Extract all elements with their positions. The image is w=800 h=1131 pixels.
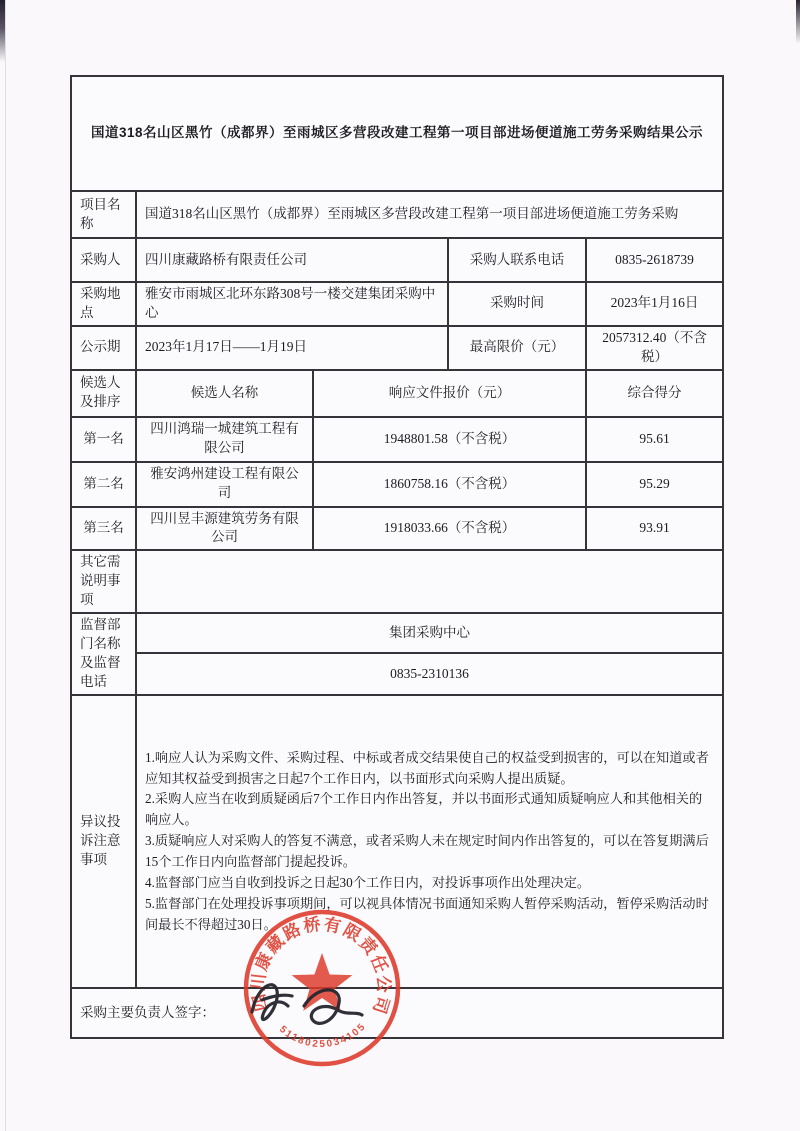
buyer-label: 采购人 xyxy=(71,238,136,282)
project-name-label: 项目名称 xyxy=(71,191,136,238)
candidate-row-2 xyxy=(71,462,723,507)
max-price-value: 2057312.40（不含税） xyxy=(586,326,723,370)
place-value: 雅安市雨城区北环东路308号一楼交建集团采购中心 xyxy=(136,282,448,326)
supervision-name: 集团采购中心 xyxy=(136,613,723,653)
candidate-row-1 xyxy=(71,417,723,462)
dispute-item-3: 3.质疑响应人对采购人的答复不满意，或者采购人未在规定时间内作出答复的，可以在答复期满后15个工作日内向监督部门提起投诉。 xyxy=(145,833,709,869)
procurement-result-table xyxy=(70,75,724,1039)
candidate-name: 雅安鸿州建设工程有限公司 xyxy=(136,462,313,507)
candidate-score: 95.29 xyxy=(586,462,723,507)
candidate-name: 四川昱丰源建筑劳务有限公司 xyxy=(136,507,313,551)
supervision-phone: 0835-2310136 xyxy=(136,653,723,695)
candidate-rank: 第一名 xyxy=(71,417,136,462)
candidate-score-header: 综合得分 xyxy=(586,370,723,417)
stamp-company-text: 四川康藏路桥有限责任公司 xyxy=(248,914,394,1018)
stamp-number-text: 5118025034105 xyxy=(276,1020,369,1051)
other-notes-row xyxy=(71,550,723,613)
max-price-label: 最高限价（元） xyxy=(448,326,586,370)
place-row xyxy=(71,282,723,326)
scan-edge-artifact-right xyxy=(796,0,800,44)
buyer-value: 四川康藏路桥有限责任公司 xyxy=(136,238,448,282)
place-label: 采购地点 xyxy=(71,282,136,326)
buyer-phone-label: 采购人联系电话 xyxy=(448,238,586,282)
signature-label: 采购主要负责人签字： xyxy=(71,988,723,1038)
supervision-label: 监督部门名称及监督电话 xyxy=(71,613,136,695)
buyer-row xyxy=(71,238,723,282)
other-notes-label: 其它需说明事项 xyxy=(71,550,136,613)
dispute-item-1: 1.响应人认为采购文件、采购过程、中标或者成交结果使自己的权益受到损害的，可以在知道或者应知其权益受到损害之日起7个工作日内，以书面形式向采购人提出质疑。 xyxy=(145,749,709,786)
dispute-item-4: 4.监督部门应当自收到投诉之日起30个工作日内，对投诉事项作出处理决定。 xyxy=(145,874,591,890)
dispute-item-5: 5.监督部门在处理投诉事项期间，可以视具体情况书面通知采购人暂停采购活动，暂停采购活动时间最长不得超过30日。 xyxy=(145,895,709,932)
period-row xyxy=(71,326,723,370)
other-notes-value xyxy=(136,550,723,613)
candidate-rank: 第二名 xyxy=(71,462,136,507)
supervision-phone-row xyxy=(71,653,723,695)
project-name-value: 国道318名山区黑竹（成都界）至雨城区多营段改建工程第一项目部进场便道施工劳务采购 xyxy=(136,191,723,238)
candidates-header-row xyxy=(71,370,723,417)
candidates-section-label: 候选人及排序 xyxy=(71,370,136,417)
dispute-label: 异议投诉注意事项 xyxy=(71,695,136,988)
candidate-score: 93.91 xyxy=(586,507,723,551)
purchase-time-value: 2023年1月16日 xyxy=(586,282,723,326)
candidate-name: 四川鸿瑞一城建筑工程有限公司 xyxy=(136,417,313,462)
candidate-price: 1918033.66（不含税） xyxy=(313,507,586,551)
page-title: 国道318名山区黑竹（成都界）至雨城区多营段改建工程第一项目部进场便道施工劳务采购结果公示 xyxy=(71,76,723,191)
title-row xyxy=(71,76,723,191)
candidate-price: 1860758.16（不含税） xyxy=(313,462,586,507)
handwritten-signature xyxy=(238,966,378,1042)
project-name-row xyxy=(71,191,723,238)
candidate-price-header: 响应文件报价（元） xyxy=(313,370,586,417)
candidate-score: 95.61 xyxy=(586,417,723,462)
purchase-time-label: 采购时间 xyxy=(448,282,586,326)
buyer-phone-value: 0835-2618739 xyxy=(586,238,723,282)
period-label: 公示期 xyxy=(71,326,136,370)
candidate-name-header: 候选人名称 xyxy=(136,370,313,417)
candidate-rank: 第三名 xyxy=(71,507,136,551)
period-value: 2023年1月17日——1月19日 xyxy=(136,326,448,370)
dispute-item-2: 2.采购人应当在收到质疑函后7个工作日内作出答复，并以书面形式通知质疑响应人和其他相关的响应人。 xyxy=(145,791,703,828)
candidate-row-3 xyxy=(71,507,723,551)
candidate-price: 1948801.58（不含税） xyxy=(313,417,586,462)
supervision-name-row xyxy=(71,613,723,653)
dispute-content xyxy=(136,695,723,988)
paper-edge-line xyxy=(5,0,6,1131)
